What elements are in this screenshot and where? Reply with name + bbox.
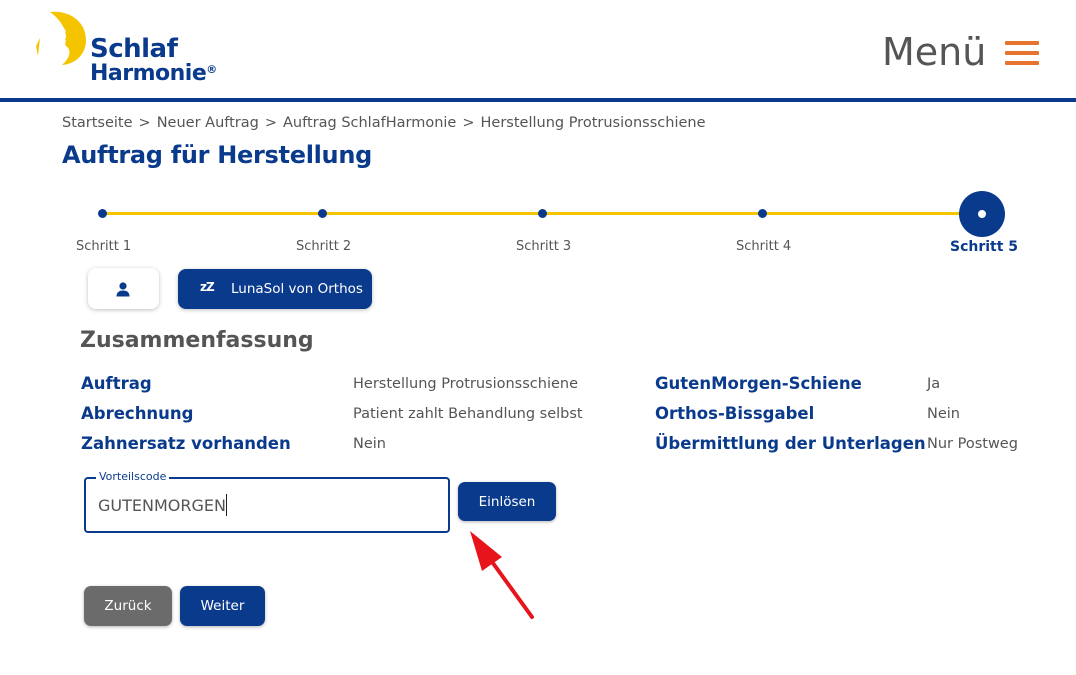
product-chip-lunasol[interactable] <box>178 269 372 309</box>
brand-logo[interactable] <box>28 8 228 90</box>
brand-name-line2: Harmonie® <box>90 61 217 86</box>
product-chip-label: LunaSol von Orthos <box>231 281 363 297</box>
breadcrumb-item-startseite[interactable]: Startseite <box>62 115 133 131</box>
step-4-dot[interactable] <box>758 209 767 218</box>
text-cursor <box>226 494 227 516</box>
summary-value-auftrag: Herstellung Protrusionsschiene <box>353 376 579 392</box>
summary-label-auftrag: Auftrag <box>81 374 152 393</box>
hamburger-menu-icon[interactable] <box>1005 41 1039 65</box>
step-3-label[interactable]: Schritt 3 <box>516 239 572 254</box>
summary-value-zahnersatz: Nein <box>353 436 386 452</box>
step-1-label[interactable]: Schritt 1 <box>76 239 132 254</box>
voucher-code-input[interactable] <box>98 493 438 517</box>
summary-value-gutenmorgen: Ja <box>927 376 941 392</box>
summary-label-gutenmorgen: GutenMorgen-Schiene <box>655 374 862 393</box>
breadcrumb-item-neuer-auftrag[interactable]: Neuer Auftrag <box>156 115 259 131</box>
step-4-label[interactable]: Schritt 4 <box>736 239 792 254</box>
step-2-label[interactable]: Schritt 2 <box>296 239 352 254</box>
moon-face-icon <box>28 8 90 70</box>
summary-label-bissgabel: Orthos-Bissgabel <box>655 404 815 423</box>
sleep-zz-icon: zZ <box>200 280 214 294</box>
step-2-dot[interactable] <box>318 209 327 218</box>
site-header <box>0 0 1076 102</box>
step-5-label: Schritt 5 <box>950 239 1019 255</box>
breadcrumb-item-current: Herstellung Protrusionsschiene <box>480 115 706 131</box>
summary-value-uebermittlung: Nur Postweg <box>927 436 1018 452</box>
next-button[interactable]: Weiter <box>180 586 265 626</box>
breadcrumb-item-auftrag[interactable]: Auftrag SchlafHarmonie <box>283 115 457 131</box>
summary-title: Zusammenfassung <box>80 328 314 353</box>
step-5-current-dot <box>959 191 1005 237</box>
back-button[interactable]: Zurück <box>84 586 172 626</box>
patient-chip[interactable] <box>88 268 159 309</box>
summary-label-uebermittlung: Übermittlung der Unterlagen <box>655 434 926 453</box>
page-title: Auftrag für Herstellung <box>62 141 372 169</box>
brand-name-line1: Schlaf <box>90 34 178 64</box>
redeem-button[interactable]: Einlösen <box>458 482 556 521</box>
registered-mark: ® <box>206 63 217 76</box>
summary-label-abrechnung: Abrechnung <box>81 404 194 423</box>
user-icon <box>115 281 131 297</box>
summary-value-abrechnung: Patient zahlt Behandlung selbst <box>353 406 583 422</box>
step-3-dot[interactable] <box>538 209 547 218</box>
breadcrumb-separator: > <box>264 115 278 131</box>
red-arrow-annotation-icon <box>460 525 540 625</box>
voucher-field-label: Vorteilscode <box>96 470 169 483</box>
breadcrumb-separator: > <box>138 115 151 131</box>
summary-label-zahnersatz: Zahnersatz vorhanden <box>81 434 291 453</box>
step-1-dot[interactable] <box>98 209 107 218</box>
menu-label[interactable]: Menü <box>882 30 987 74</box>
breadcrumb-separator: > <box>462 115 475 131</box>
summary-value-bissgabel: Nein <box>927 406 960 422</box>
breadcrumb <box>62 115 706 131</box>
